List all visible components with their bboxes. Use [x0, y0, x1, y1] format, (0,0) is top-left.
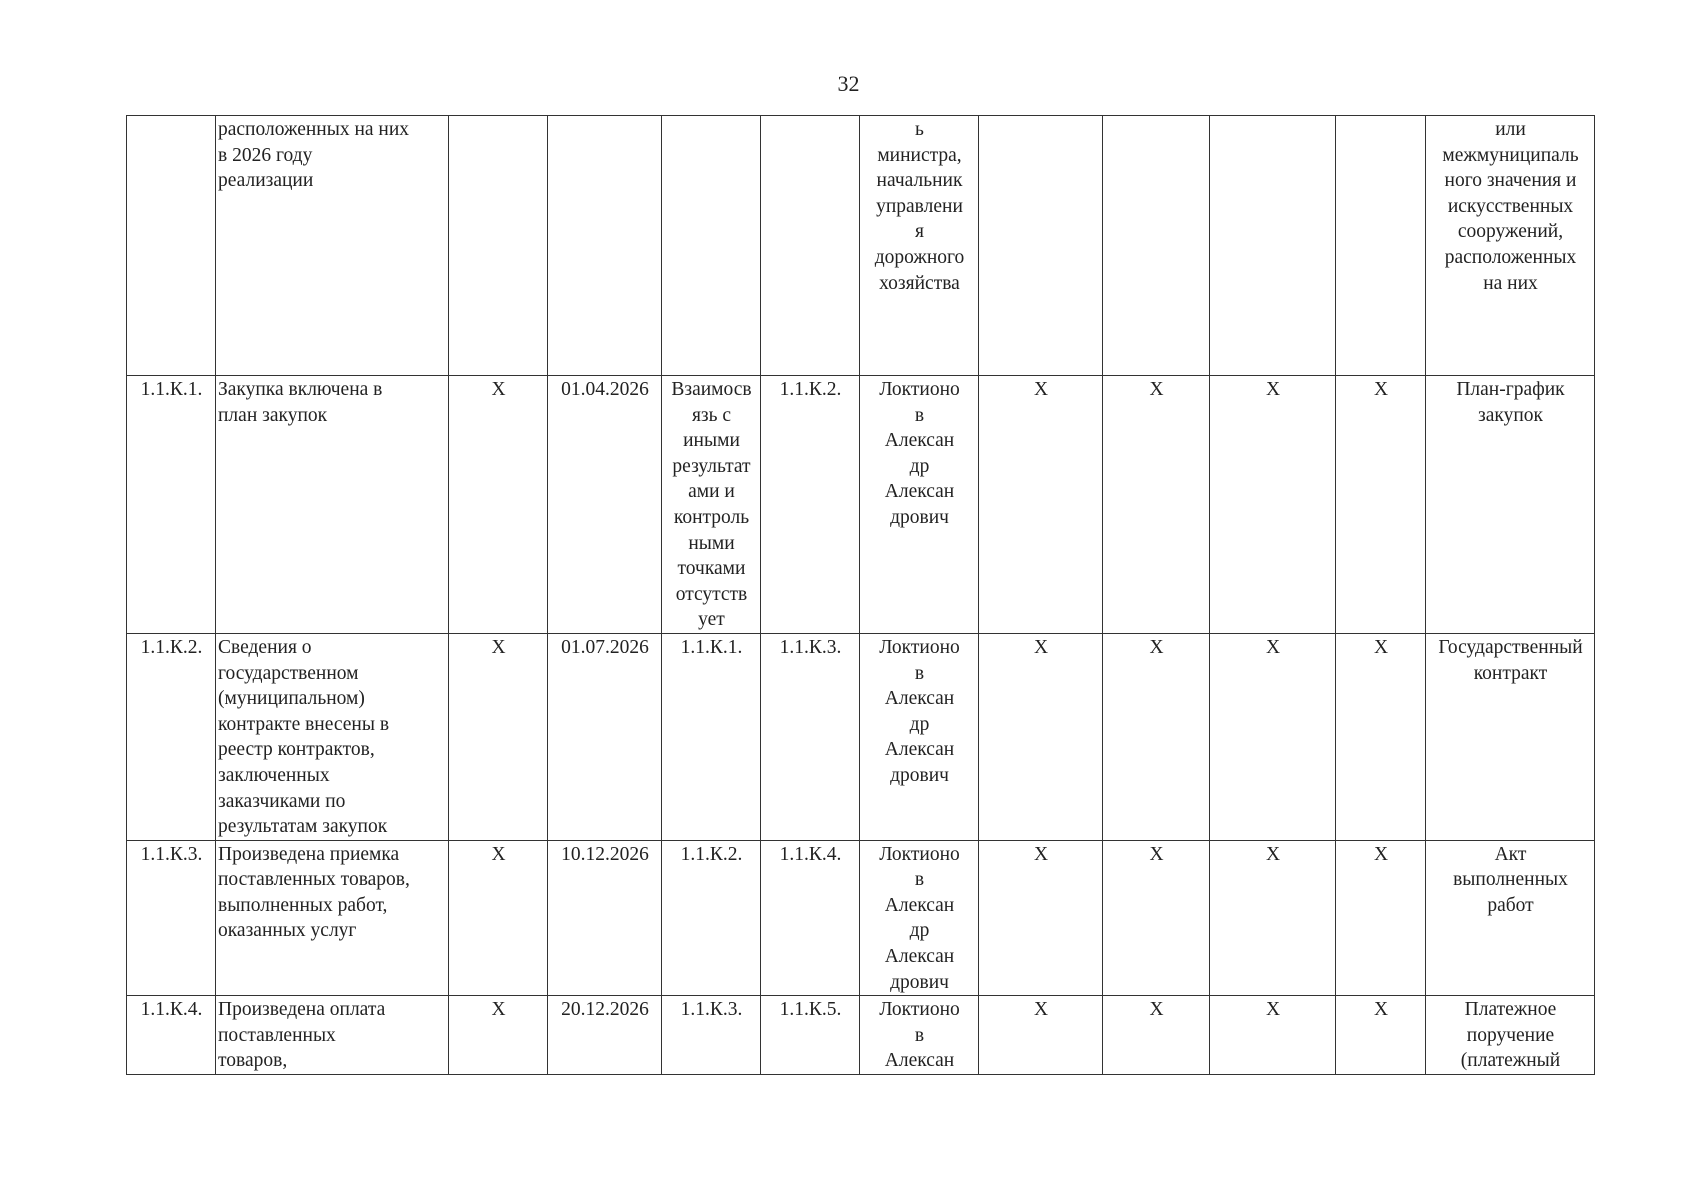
cell-result-text: Закупка включена в план закупок: [216, 376, 449, 634]
table-row: [127, 633, 1595, 840]
cell-next: 1.1.К.3.: [761, 633, 860, 840]
cell-x: X: [449, 633, 548, 840]
cell-x: X: [1210, 840, 1336, 996]
cell-x: X: [979, 840, 1103, 996]
cell-empty: [761, 116, 860, 376]
cell-next: 1.1.К.5.: [761, 996, 860, 1075]
continuation-row: [127, 116, 1595, 376]
cell-x: X: [449, 840, 548, 996]
table-row: [127, 840, 1595, 996]
cell-x: X: [1103, 996, 1210, 1075]
cell-empty: [1103, 116, 1210, 376]
cell-num: 1.1.К.4.: [127, 996, 216, 1075]
cell-empty: [548, 116, 662, 376]
cell-x: X: [1210, 633, 1336, 840]
cell-x: X: [1103, 840, 1210, 996]
cell-date: 20.12.2026: [548, 996, 662, 1075]
cell-document: Платежное поручение (платежный: [1426, 996, 1595, 1075]
cell-x: X: [1210, 376, 1336, 634]
cell-empty: [979, 116, 1103, 376]
cell-next: 1.1.К.4.: [761, 840, 860, 996]
cell-empty: [449, 116, 548, 376]
cell-x: X: [1103, 633, 1210, 840]
cell-result-text: расположенных на них в 2026 году реализации: [216, 116, 449, 376]
cell-empty: [662, 116, 761, 376]
cell-empty: [1336, 116, 1426, 376]
cell-result-text: Произведена оплата поставленных товаров,: [216, 996, 449, 1075]
cell-x: X: [979, 996, 1103, 1075]
cell-prev: Взаимосв язь с иными результат ами и контроль ными точками отсутств ует: [662, 376, 761, 634]
cell-x: X: [1336, 840, 1426, 996]
cell-x: X: [979, 633, 1103, 840]
table-row: [127, 996, 1595, 1075]
cell-responsible: Локтионо в Алексан: [860, 996, 979, 1075]
cell-empty: [1210, 116, 1336, 376]
cell-num: 1.1.К.1.: [127, 376, 216, 634]
cell-x: X: [1336, 376, 1426, 634]
cell-document: Акт выполненных работ: [1426, 840, 1595, 996]
cell-x: X: [979, 376, 1103, 634]
cell-responsible: ь министра, начальник управлени я дорожного хозяйства: [860, 116, 979, 376]
cell-date: 01.07.2026: [548, 633, 662, 840]
cell-result-text: Произведена приемка поставленных товаров, выполненных работ, оказанных услуг: [216, 840, 449, 996]
cell-num: [127, 116, 216, 376]
cell-responsible: Локтионо в Алексан др Алексан дрович: [860, 376, 979, 634]
cell-x: X: [1336, 633, 1426, 840]
cell-x: X: [1336, 996, 1426, 1075]
cell-date: 01.04.2026: [548, 376, 662, 634]
cell-prev: 1.1.К.2.: [662, 840, 761, 996]
cell-document: Государственный контракт: [1426, 633, 1595, 840]
cell-prev: 1.1.К.3.: [662, 996, 761, 1075]
cell-x: X: [1103, 376, 1210, 634]
plan-table: [126, 115, 1595, 1075]
cell-responsible: Локтионо в Алексан др Алексан дрович: [860, 633, 979, 840]
cell-date: 10.12.2026: [548, 840, 662, 996]
cell-x: X: [449, 376, 548, 634]
cell-document: План-график закупок: [1426, 376, 1595, 634]
cell-result-text: Сведения о государственном (муниципальном) контракте внесены в реестр контрактов, заключенных заказчиками по результатам закупок: [216, 633, 449, 840]
table-row: [127, 376, 1595, 634]
cell-x: X: [449, 996, 548, 1075]
cell-document: или межмуниципаль ного значения и искусственных сооружений, расположенных на них: [1426, 116, 1595, 376]
cell-responsible: Локтионо в Алексан др Алексан дрович: [860, 840, 979, 996]
cell-num: 1.1.К.3.: [127, 840, 216, 996]
page-number: 32: [837, 71, 860, 96]
cell-prev: 1.1.К.1.: [662, 633, 761, 840]
cell-num: 1.1.К.2.: [127, 633, 216, 840]
cell-x: X: [1210, 996, 1336, 1075]
cell-next: 1.1.К.2.: [761, 376, 860, 634]
